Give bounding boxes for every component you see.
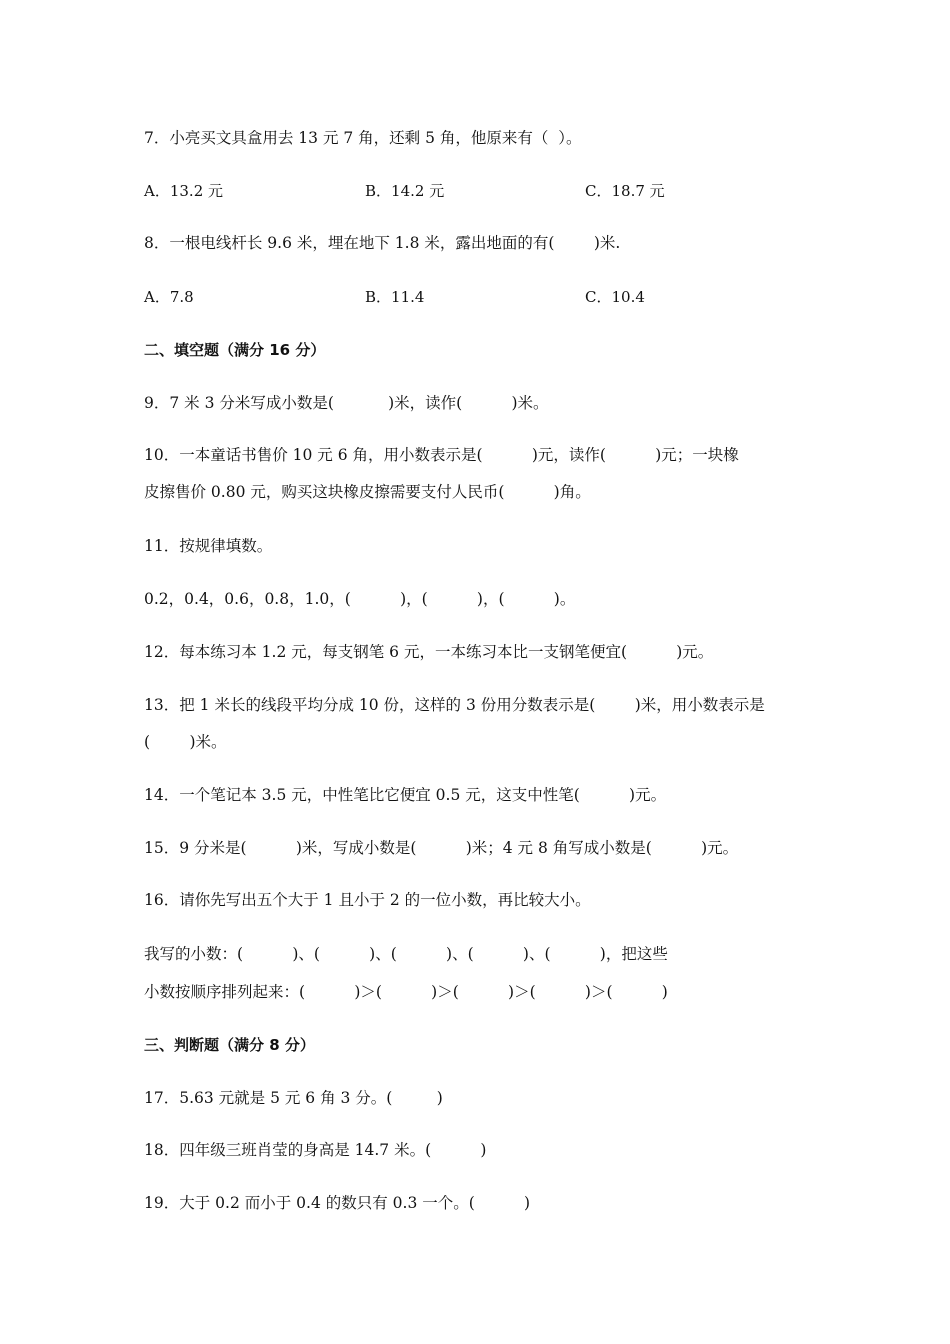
question-17: 17．5.63 元就是 5 元 6 角 3 分。( ) <box>144 1089 443 1107</box>
question-19: 19．大于 0.2 而小于 0.4 的数只有 0.3 一个。( ) <box>144 1194 531 1212</box>
question-11: 11．按规律填数。 <box>144 537 273 555</box>
question-10-line-2: 皮擦售价 0.80 元，购买这块橡皮擦需要支付人民币( )角。 <box>144 483 591 501</box>
question-7-option-c: C．18.7 元 <box>585 182 665 200</box>
question-8-stem: 8．一根电线杆长 9.6 米，埋在地下 1.8 米，露出地面的有( )米. <box>144 234 621 252</box>
question-7-stem: 7．小亮买文具盒用去 13 元 7 角，还剩 5 角，他原来有（ ）。 <box>144 129 582 147</box>
question-7-option-a: A．13.2 元 <box>144 182 223 200</box>
question-15: 15．9 分米是( )米，写成小数是( )米；4 元 8 角写成小数是( )元。 <box>144 839 739 857</box>
question-10-line-1: 10．一本童话书售价 10 元 6 角，用小数表示是( )元，读作( )元；一块橡 <box>144 446 739 464</box>
question-14: 14．一个笔记本 3.5 元，中性笔比它便宜 0.5 元，这支中性笔( )元。 <box>144 786 667 804</box>
question-16: 16．请你先写出五个大于 1 且小于 2 的一位小数，再比较大小。 <box>144 891 591 909</box>
question-11-sequence: 0.2，0.4，0.6，0.8，1.0，( )，( )，( )。 <box>144 590 576 608</box>
question-16-answer-line-2: 小数按顺序排列起来：( )＞( )＞( )＞( )＞( ) <box>144 983 668 1001</box>
question-8-option-c: C．10.4 <box>585 288 645 306</box>
question-8-option-b: B．11.4 <box>365 288 425 306</box>
question-8-option-a: A．7.8 <box>144 288 194 306</box>
question-7-option-b: B．14.2 元 <box>365 182 445 200</box>
question-13-line-1: 13．把 1 米长的线段平均分成 10 份，这样的 3 份用分数表示是( )米，用小数表示是 <box>144 696 765 714</box>
question-18: 18．四年级三班肖莹的身高是 14.7 米。( ) <box>144 1141 487 1159</box>
question-16-answer-line-1: 我写的小数：( )、( )、( )、( )、( )，把这些 <box>144 945 668 963</box>
question-13-line-2: ( )米。 <box>144 733 227 751</box>
question-9: 9．7 米 3 分米写成小数是( )米，读作( )米。 <box>144 394 549 412</box>
question-12: 12．每本练习本 1.2 元，每支钢笔 6 元，一本练习本比一支钢笔便宜( )元。 <box>144 643 714 661</box>
section-heading-true-false: 三、判断题（满分 8 分） <box>144 1036 315 1054</box>
section-heading-fill-in: 二、填空题（满分 16 分） <box>144 341 326 359</box>
